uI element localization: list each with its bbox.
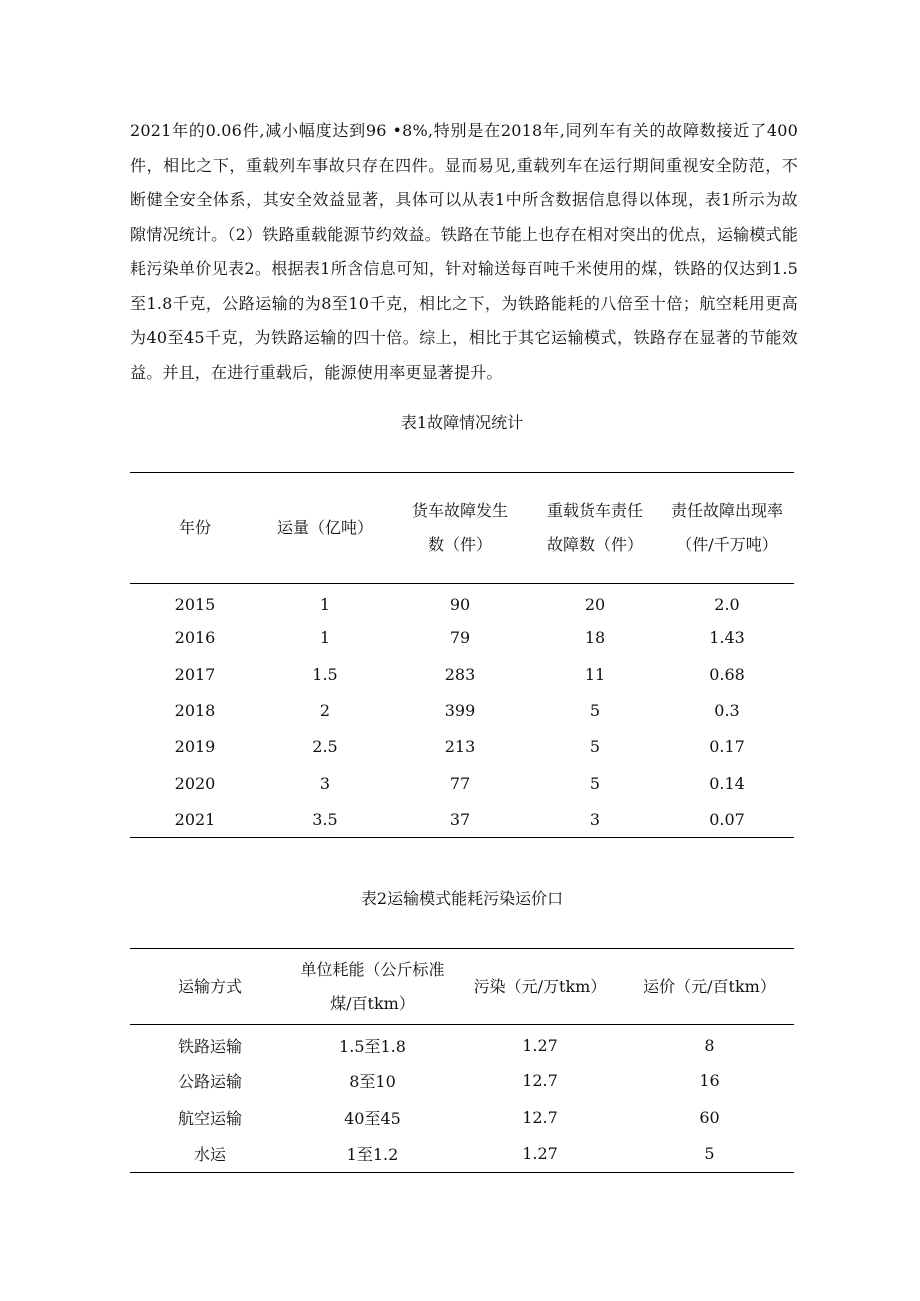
table-cell: 40至45 bbox=[344, 1108, 401, 1128]
table-row bbox=[130, 692, 794, 728]
table-row bbox=[130, 1062, 794, 1099]
table-cell: 8 bbox=[704, 1035, 715, 1055]
transport-mode-table bbox=[130, 948, 794, 1173]
table1-header-row bbox=[130, 473, 794, 584]
table-cell: 1.27 bbox=[522, 1035, 558, 1055]
table-cell: 铁路运输 bbox=[177, 1036, 242, 1056]
table-cell: 1.27 bbox=[522, 1144, 558, 1164]
table-cell: 1 bbox=[319, 628, 331, 648]
table1-header-year: 年份 bbox=[178, 518, 211, 537]
table-row bbox=[130, 765, 794, 801]
table-cell: 1 bbox=[319, 595, 331, 615]
table-cell: 1.5 bbox=[312, 664, 338, 684]
table-cell: 60 bbox=[699, 1107, 720, 1127]
table-cell: 2020 bbox=[174, 773, 216, 793]
table-cell: 2017 bbox=[174, 664, 216, 684]
table-row bbox=[130, 584, 794, 620]
table-cell: 0.14 bbox=[709, 773, 745, 793]
table-cell: 3.5 bbox=[312, 809, 338, 829]
table-cell: 12.7 bbox=[522, 1070, 558, 1090]
table-cell: 8至10 bbox=[349, 1071, 396, 1091]
table-cell: 5 bbox=[589, 737, 601, 757]
table-cell: 0.17 bbox=[709, 737, 745, 757]
table-cell: 公路运输 bbox=[177, 1071, 242, 1091]
table2-header-price: 运价（元/百tkm） bbox=[643, 976, 776, 996]
table2-caption: 表2运输模式能耗污染运价口 bbox=[360, 889, 564, 908]
table-cell: 2018 bbox=[174, 701, 216, 721]
table-cell: 3 bbox=[319, 773, 331, 793]
table-row bbox=[130, 729, 794, 765]
table-cell: 3 bbox=[589, 809, 601, 829]
table-cell: 2021 bbox=[174, 809, 216, 829]
table-row bbox=[130, 1025, 794, 1062]
table-cell: 399 bbox=[444, 701, 476, 721]
table-cell: 2.0 bbox=[714, 595, 740, 615]
table-cell: 16 bbox=[699, 1070, 720, 1090]
table-cell: 0.07 bbox=[709, 809, 745, 829]
table-cell: 2015 bbox=[174, 595, 216, 615]
table2-header-energy: 单位耗能（公斤标准煤/百tkm） bbox=[300, 959, 445, 1013]
table-cell: 2019 bbox=[174, 737, 216, 757]
table-cell: 2 bbox=[319, 701, 331, 721]
table-cell: 77 bbox=[449, 773, 471, 793]
table-cell: 5 bbox=[589, 773, 601, 793]
table-row bbox=[130, 620, 794, 656]
fault-statistics-table bbox=[130, 472, 794, 838]
table2-header-row bbox=[130, 949, 794, 1025]
table-cell: 2.5 bbox=[312, 737, 338, 757]
table-cell: 1至1.2 bbox=[346, 1145, 399, 1165]
table-cell: 5 bbox=[704, 1144, 715, 1164]
table-row bbox=[130, 656, 794, 692]
table-cell: 1.43 bbox=[709, 628, 745, 648]
table-cell: 航空运输 bbox=[177, 1108, 242, 1128]
table1-header-heavy-fault-count: 重载货车责任故障数（件） bbox=[546, 501, 643, 554]
table2-header-mode: 运输方式 bbox=[177, 976, 242, 996]
table-cell: 1.5至1.8 bbox=[339, 1036, 406, 1056]
table-cell: 0.3 bbox=[714, 701, 740, 721]
table-cell: 18 bbox=[584, 628, 606, 648]
body-paragraph: 2021年的0.06件,减小幅度达到96 •8%,特别是在2018年,同列车有关的故障数接近了400件，相比之下，重载列车事故只存在四件。显而易见,重载列车在运行期间重视安全防范，不断健全安全体系，其安全效益显著，具体可以从表1中所含数据信息得以体现，表1所示为故隙情况统计。（2）铁路重载能源节约效益。铁路在节能上也存在相对突出的优点，运输模式能耗污染单价见表2。根据表1所含信息可知，针对输送每百吨千米使用的煤，铁路的仅达到1.5至1.8千克，公路运输的为8至10千克，相比之下，为铁路能耗的八倍至十倍；航空耗用更高为40至45千克，为铁路运输的四十倍。综上，相比于其它运输模式，铁路存在显著的节能效益。并且，在进行重载后，能源使用率更显著提升。 bbox=[130, 121, 798, 382]
table1-caption: 表1故障情况统计 bbox=[400, 413, 524, 432]
table-cell: 11 bbox=[584, 664, 606, 684]
table-row bbox=[130, 801, 794, 837]
table1-header-fault-rate: 责任故障出现率（件/千万吨） bbox=[670, 501, 783, 554]
table-row bbox=[130, 1099, 794, 1136]
table1-header-fault-count: 货车故障发生数（件） bbox=[411, 501, 508, 554]
table-row bbox=[130, 1136, 794, 1173]
table-cell: 5 bbox=[589, 701, 601, 721]
table-cell: 283 bbox=[444, 664, 476, 684]
table2-header-pollution: 污染（元/万tkm） bbox=[473, 976, 607, 996]
table-cell: 37 bbox=[449, 809, 471, 829]
table-cell: 12.7 bbox=[522, 1107, 558, 1127]
table-cell: 90 bbox=[449, 595, 471, 615]
table-cell: 2016 bbox=[174, 628, 216, 648]
table-cell: 213 bbox=[444, 737, 476, 757]
table-cell: 20 bbox=[584, 595, 606, 615]
table1-header-volume: 运量（亿吨） bbox=[276, 518, 373, 537]
table-cell: 水运 bbox=[193, 1145, 226, 1165]
table-cell: 0.68 bbox=[709, 664, 745, 684]
table-cell: 79 bbox=[449, 628, 471, 648]
